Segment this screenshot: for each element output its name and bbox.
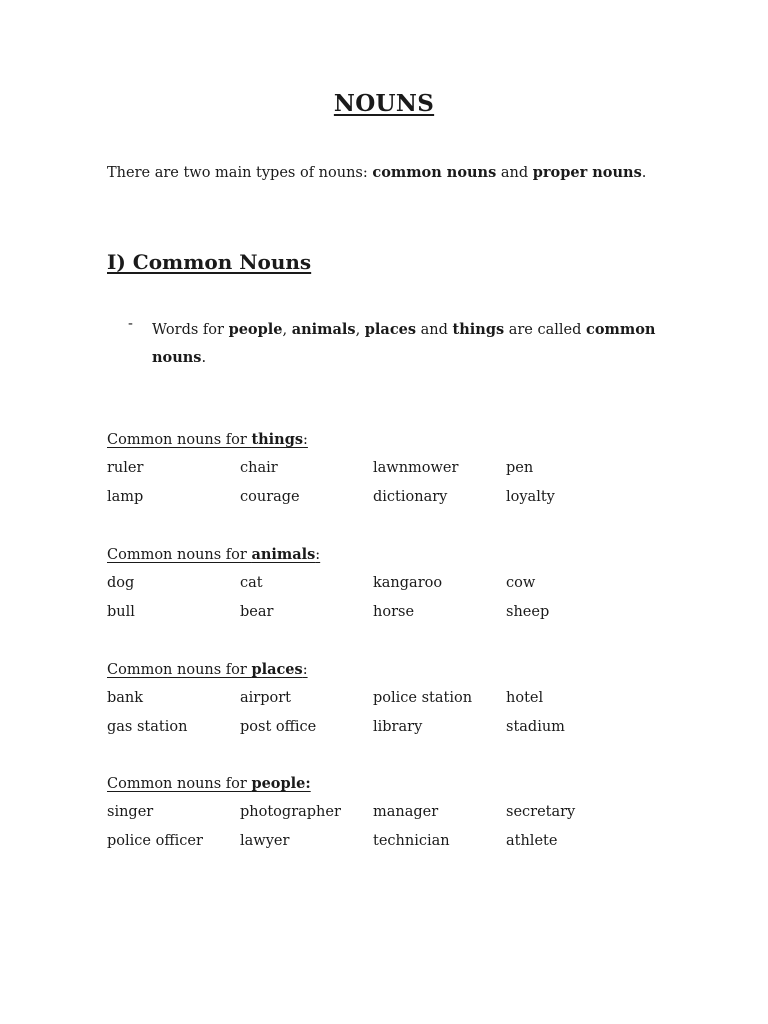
word-cell: post office	[240, 718, 317, 735]
bullet-term: common nouns	[152, 321, 656, 366]
word-cell: lawyer	[240, 832, 290, 849]
group-heading-prefix: Common nouns for	[107, 776, 252, 792]
group-heading-keyword: places	[251, 661, 303, 678]
noun-group-places	[107, 656, 667, 741]
bullet-keyword: people	[228, 321, 283, 338]
bullet-text-part: ,	[282, 322, 292, 338]
word-cell: library	[373, 718, 423, 735]
group-heading-prefix: Common nouns for	[107, 547, 252, 563]
word-cell: sheep	[506, 603, 550, 620]
group-heading-prefix: Common nouns for	[107, 432, 252, 448]
page-title: NOUNS	[333, 90, 435, 117]
intro-text: .	[641, 165, 647, 181]
word-cell: pen	[506, 460, 534, 476]
bullet-text-part: are called	[504, 322, 587, 338]
word-cell: bear	[240, 603, 274, 620]
word-grid	[107, 454, 667, 511]
group-heading	[107, 541, 667, 569]
bullet-keyword: places	[364, 321, 417, 338]
noun-group-people	[107, 770, 667, 855]
word-cell: bank	[107, 690, 144, 706]
word-cell: courage	[240, 488, 300, 505]
intro-term-proper: proper nouns	[532, 164, 642, 181]
group-heading	[107, 770, 667, 798]
bullet-text	[152, 316, 677, 372]
word-cell: ruler	[107, 460, 144, 476]
word-cell: cow	[506, 575, 536, 591]
bullet-keyword: animals	[291, 321, 356, 338]
word-cell: bull	[107, 603, 135, 620]
word-cell: airport	[240, 690, 291, 706]
bullet-text-part: ,	[355, 322, 365, 338]
bullet-keyword: things	[452, 321, 505, 338]
word-cell: dictionary	[373, 488, 448, 505]
word-cell: hotel	[506, 690, 544, 706]
word-cell: manager	[373, 804, 439, 820]
word-cell: photographer	[240, 804, 341, 820]
word-cell: gas station	[107, 718, 188, 735]
group-heading	[107, 656, 667, 684]
intro-text: There are two main types of nouns:	[107, 165, 373, 181]
group-heading-prefix: Common nouns for	[107, 662, 252, 678]
word-cell: lamp	[107, 488, 144, 505]
intro-term-common: common nouns	[372, 164, 497, 181]
word-grid	[107, 569, 667, 626]
word-cell: police station	[373, 690, 473, 706]
word-cell: secretary	[506, 804, 576, 820]
word-cell: cat	[240, 575, 263, 591]
noun-group-animals	[107, 541, 667, 626]
word-cell: dog	[107, 575, 135, 591]
group-heading-suffix: :	[302, 662, 308, 678]
word-cell: singer	[107, 804, 154, 820]
word-cell: loyalty	[506, 488, 555, 505]
word-grid	[107, 684, 667, 741]
word-cell: lawnmower	[373, 460, 459, 476]
word-cell: police officer	[107, 832, 203, 849]
group-heading-keyword: things	[251, 431, 304, 448]
word-cell: chair	[240, 460, 278, 476]
word-cell: horse	[373, 603, 415, 620]
group-heading-keyword: people:	[251, 775, 311, 792]
section-heading: I) Common Nouns	[107, 250, 312, 274]
group-heading-suffix: :	[303, 432, 308, 448]
group-heading-keyword: animals	[251, 546, 316, 563]
noun-group-things	[107, 426, 667, 511]
group-heading	[107, 426, 667, 454]
word-cell: kangaroo	[373, 575, 443, 591]
word-cell: stadium	[506, 718, 565, 735]
intro-paragraph	[107, 164, 707, 181]
bullet-text-part: and	[416, 322, 453, 338]
bullet-text-part: Words for	[152, 322, 229, 338]
word-grid	[107, 798, 667, 855]
intro-text: and	[496, 165, 533, 181]
bullet-dash: -	[128, 316, 133, 332]
group-heading-suffix: :	[315, 547, 321, 563]
word-cell: athlete	[506, 832, 558, 849]
bullet-text-part: .	[201, 350, 207, 366]
word-cell: technician	[373, 832, 450, 849]
